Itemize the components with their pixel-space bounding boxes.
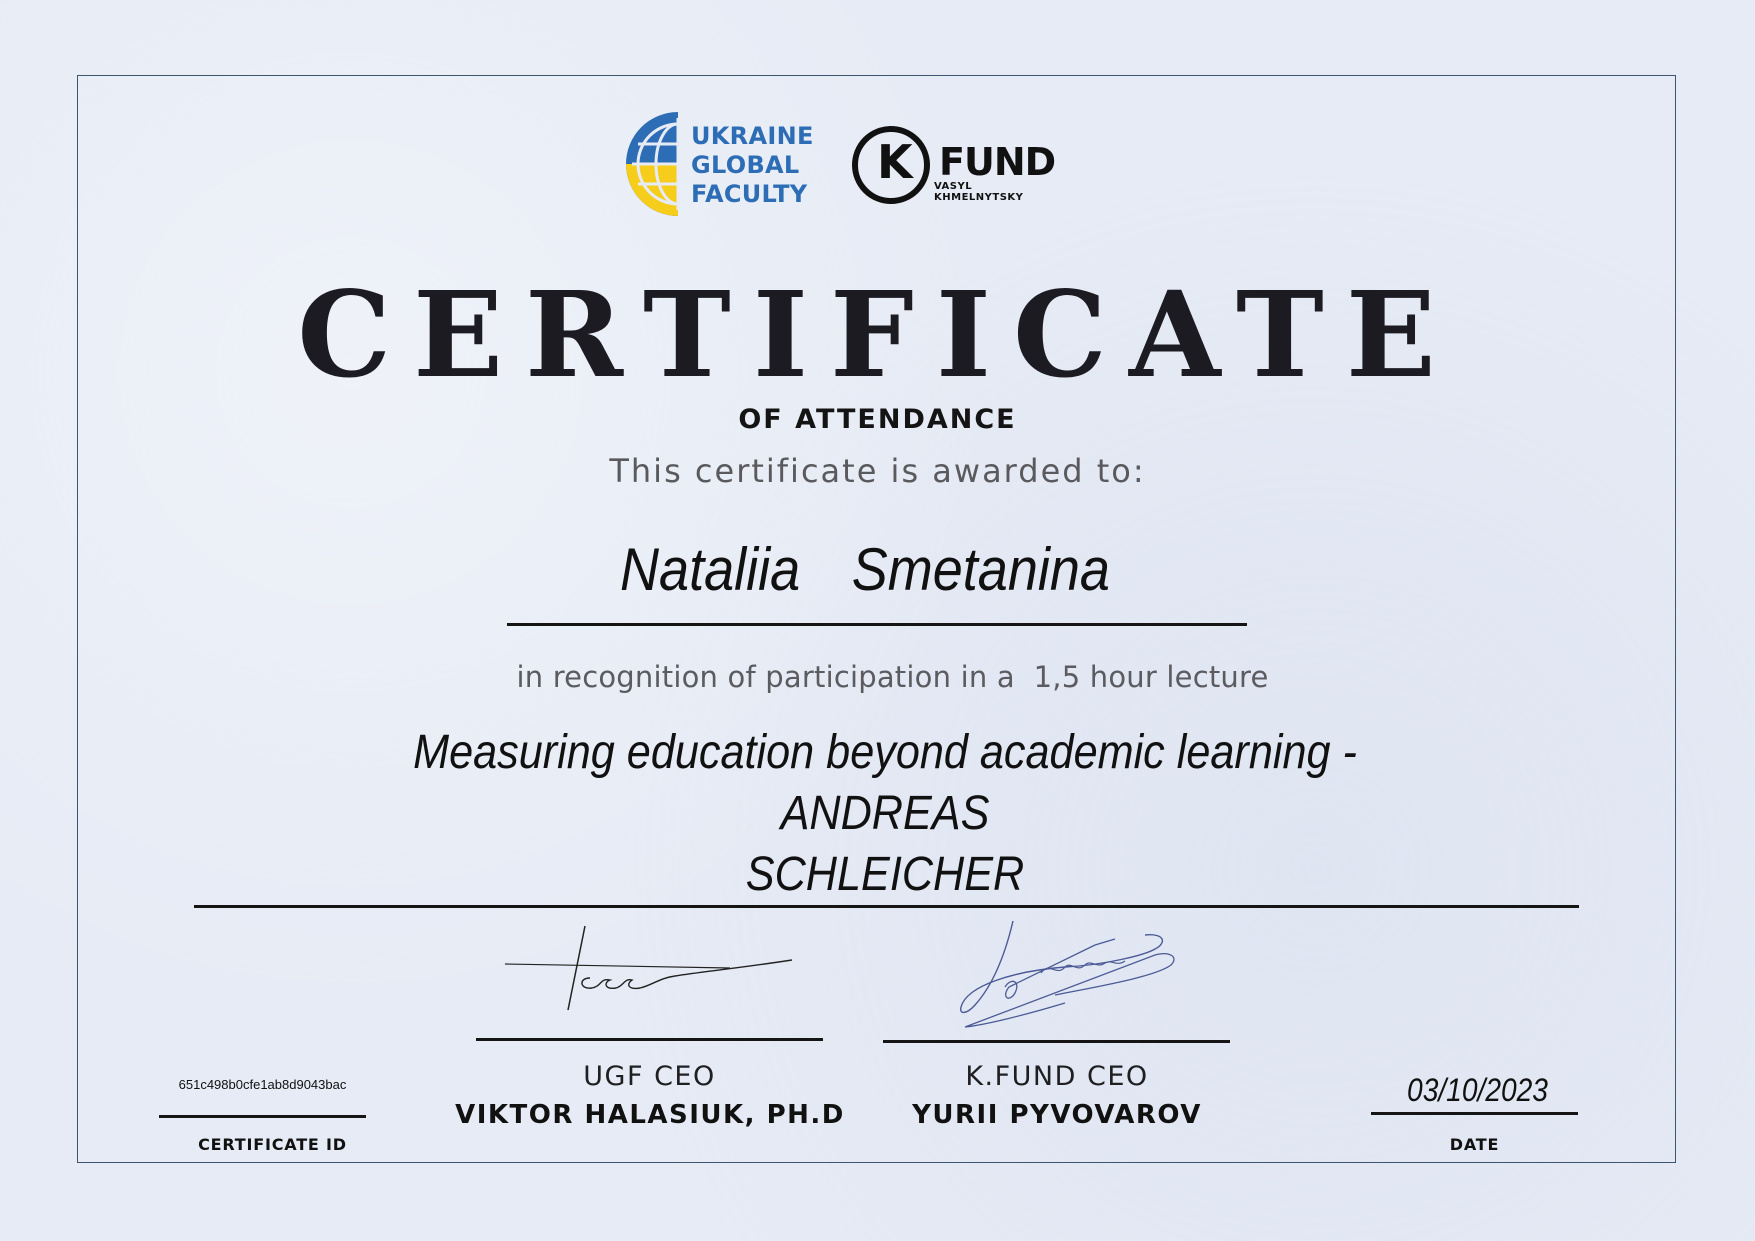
recipient-name: Nataliia Smetanina — [620, 536, 1110, 603]
ugf-logo-text — [691, 122, 814, 209]
kfund-logo-mark: K — [877, 135, 913, 189]
kfund-logo-subtitle — [934, 181, 1023, 203]
certificate-id-value: 651c498b0cfe1ab8d9043bac — [178, 1077, 347, 1092]
signer-role-right: K.FUND CEO — [965, 1061, 1149, 1092]
certificate-frame — [77, 75, 1676, 1163]
certificate-subtitle: OF ATTENDANCE — [738, 404, 1017, 435]
signature-halasiuk-icon — [500, 918, 800, 1018]
recipient-underline — [507, 623, 1247, 626]
kfund-sub-line: VASYL — [934, 181, 973, 192]
section-divider — [194, 905, 1579, 908]
signer-role-left: UGF CEO — [583, 1061, 716, 1092]
lecture-title-line: SCHLEICHER — [745, 848, 1025, 901]
recognition-text: in recognition of participation in a 1,5 hour lecture — [516, 660, 1269, 694]
certificate-id-line — [159, 1115, 366, 1118]
signer-name-left: VIKTOR HALASIUK, PH.D — [455, 1100, 845, 1130]
certificate-id-label: CERTIFICATE ID — [198, 1135, 347, 1154]
signature-pyvovarov-icon — [945, 915, 1180, 1040]
ugf-logo-line: UKRAINE — [691, 122, 814, 150]
signature-line-right — [883, 1040, 1230, 1043]
date-value: 03/10/2023 — [1407, 1072, 1548, 1108]
kfund-logo-word: FUND — [939, 140, 1056, 184]
date-label: DATE — [1449, 1135, 1500, 1154]
ugf-logo — [624, 110, 814, 220]
date-line — [1371, 1112, 1578, 1115]
awarded-to-text: This certificate is awarded to: — [609, 452, 1146, 490]
ugf-logo-line: GLOBAL — [691, 151, 800, 179]
signer-name-right: YURII PYVOVAROV — [912, 1100, 1202, 1130]
lecture-title — [309, 722, 1461, 905]
kfund-logo — [851, 124, 1091, 206]
globe-icon — [624, 110, 684, 218]
certificate-title: CERTIFICATE — [297, 265, 1458, 404]
ugf-logo-line: FACULTY — [691, 180, 808, 208]
kfund-sub-line: KHMELNYTSKY — [934, 192, 1024, 203]
lecture-title-line: Measuring education beyond academic learning - ANDREAS — [413, 726, 1357, 840]
signature-line-left — [476, 1038, 823, 1041]
